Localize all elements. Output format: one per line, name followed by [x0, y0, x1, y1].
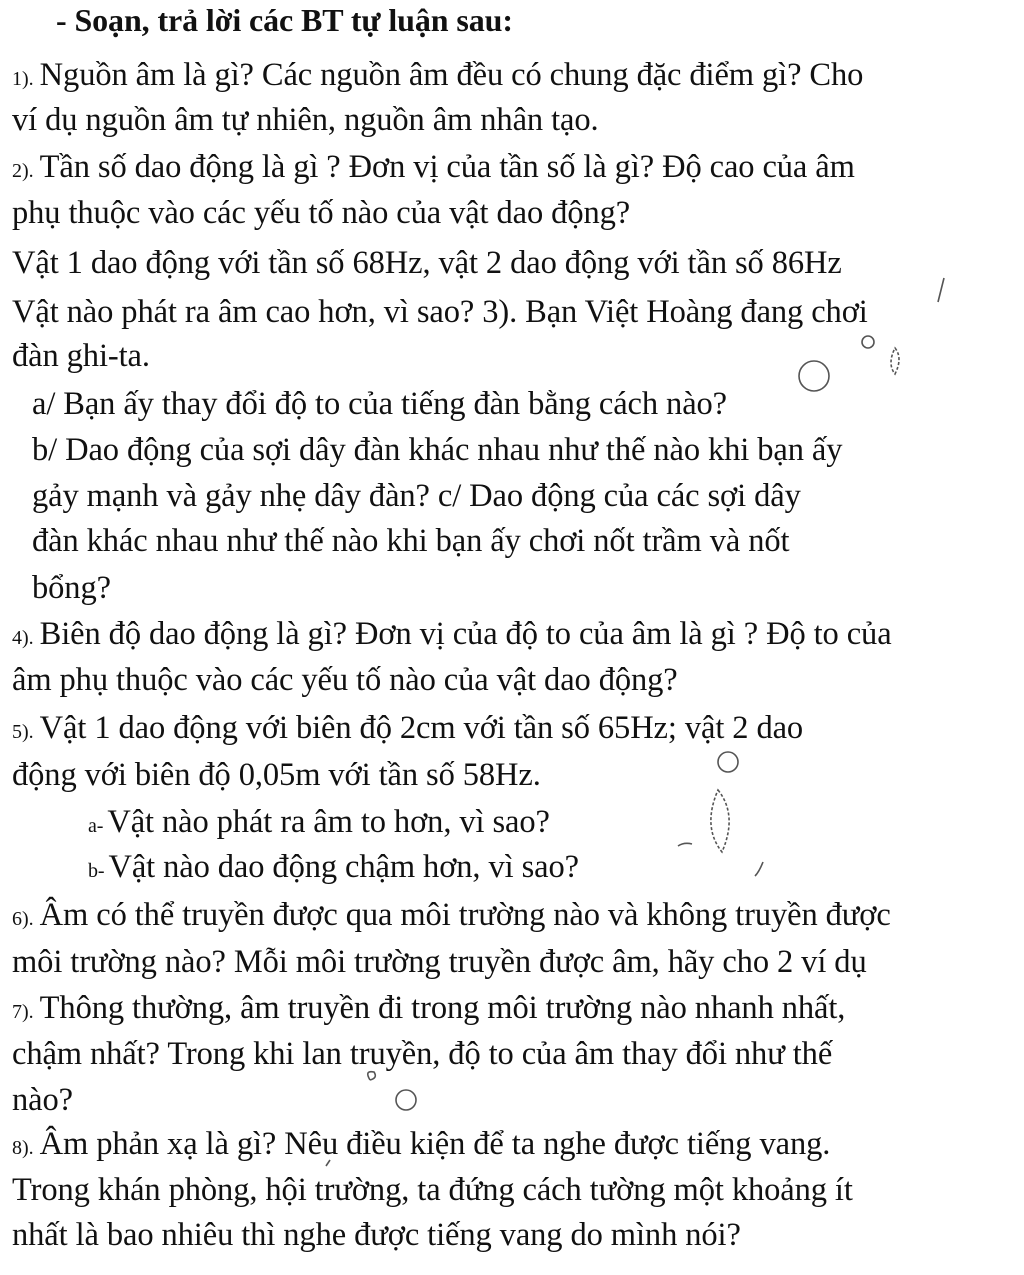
question-number: 2). [12, 160, 34, 182]
question-number: 1). [12, 68, 34, 90]
question-1-line-2: ví dụ nguồn âm tự nhiên, nguồn âm nhân tạo. [12, 102, 599, 138]
question-7-line-1 [12, 988, 845, 1032]
line-text: Vật 1 dao động với biên độ 2cm với tần số 65Hz; vật 2 dao [39, 710, 804, 746]
doodle-stroke-icon [938, 278, 944, 302]
doodle-stroke-icon [755, 862, 763, 876]
question-number: 4). [12, 627, 34, 649]
question-4-line-2: âm phụ thuộc vào các yếu tố nào của vật dao động? [12, 662, 678, 698]
line-text: Biên độ dao động là gì? Đơn vị của độ to của âm là gì ? Độ to của [39, 616, 892, 652]
doodle-leaf-icon [711, 790, 729, 852]
question-6-line-2: môi trường nào? Mỗi môi trường truyền được âm, hãy cho 2 ví dụ [12, 944, 867, 980]
question-8-line-1 [12, 1124, 830, 1168]
question-2-line-4: Vật nào phát ra âm cao hơn, vì sao? 3). Bạn Việt Hoàng đang chơi [12, 294, 868, 330]
question-4-line-1 [12, 614, 892, 658]
question-8-line-2: Trong khán phòng, hội trường, ta đứng cách tường một khoảng ít [12, 1172, 853, 1208]
doodle-leaf-icon [891, 348, 899, 374]
question-3-line-2: đàn ghi-ta. [12, 338, 150, 374]
question-3-part-b-line-2: gảy mạnh và gảy nhẹ dây đàn? c/ Dao động của các sợi dây [32, 478, 801, 514]
question-3-part-c-line-1: đàn khác nhau như thế nào khi bạn ấy chơi nốt trầm và nốt [32, 523, 790, 559]
question-5-part-a [88, 802, 550, 846]
question-number: 5). [12, 721, 34, 743]
line-text: Thông thường, âm truyền đi trong môi trường nào nhanh nhất, [39, 990, 846, 1026]
question-2-line-3: Vật 1 dao động với tần số 68Hz, vật 2 dao động với tần số 86Hz [12, 245, 842, 281]
question-5-line-1 [12, 708, 803, 752]
question-number: 7). [12, 1001, 34, 1023]
line-text: Vật nào dao động chậm hơn, vì sao? [108, 849, 579, 885]
line-text: Vật nào phát ra âm to hơn, vì sao? [107, 804, 550, 840]
doodle-circle-icon [396, 1090, 416, 1110]
line-text: Tần số dao động là gì ? Đơn vị của tần số là gì? Độ cao của âm [39, 149, 855, 185]
line-text: Âm phản xạ là gì? Nêu điều kiện để ta nghe được tiếng vang. [39, 1126, 831, 1162]
question-number: 8). [12, 1137, 34, 1159]
doodle-circle-icon [799, 361, 829, 391]
question-number: 6). [12, 908, 34, 930]
question-6-line-1 [12, 895, 891, 939]
question-3-part-b-line-1: b/ Dao động của sợi dây đàn khác nhau như thế nào khi bạn ấy [32, 432, 843, 468]
line-text: Âm có thể truyền được qua môi trường nào và không truyền được [39, 897, 891, 933]
question-1-line-1 [12, 55, 863, 99]
doodle-circle-icon [862, 336, 874, 348]
question-8-line-3: nhất là bao nhiêu thì nghe được tiếng vang do mình nói? [12, 1217, 741, 1253]
line-text: Nguồn âm là gì? Các nguồn âm đều có chung đặc điểm gì? Cho [39, 57, 864, 93]
question-3-part-c-line-2: bổng? [32, 570, 111, 606]
question-3-part-a: a/ Bạn ấy thay đổi độ to của tiếng đàn bằng cách nào? [32, 386, 728, 422]
question-5-part-b [88, 847, 579, 891]
document-title: - Soạn, trả lời các BT tự luận sau: [56, 2, 513, 38]
question-2-line-2: phụ thuộc vào các yếu tố nào của vật dao động? [12, 195, 631, 231]
question-7-line-3: nào? [12, 1082, 73, 1118]
doodle-circle-icon [718, 752, 738, 772]
doodle-stroke-icon [678, 843, 692, 846]
subpart-marker: a- [88, 815, 104, 837]
question-2-line-1 [12, 147, 855, 191]
question-7-line-2: chậm nhất? Trong khi lan truyền, độ to của âm thay đổi như thế [12, 1036, 833, 1072]
subpart-marker: b- [88, 860, 105, 882]
question-5-line-2: động với biên độ 0,05m với tần số 58Hz. [12, 757, 541, 793]
